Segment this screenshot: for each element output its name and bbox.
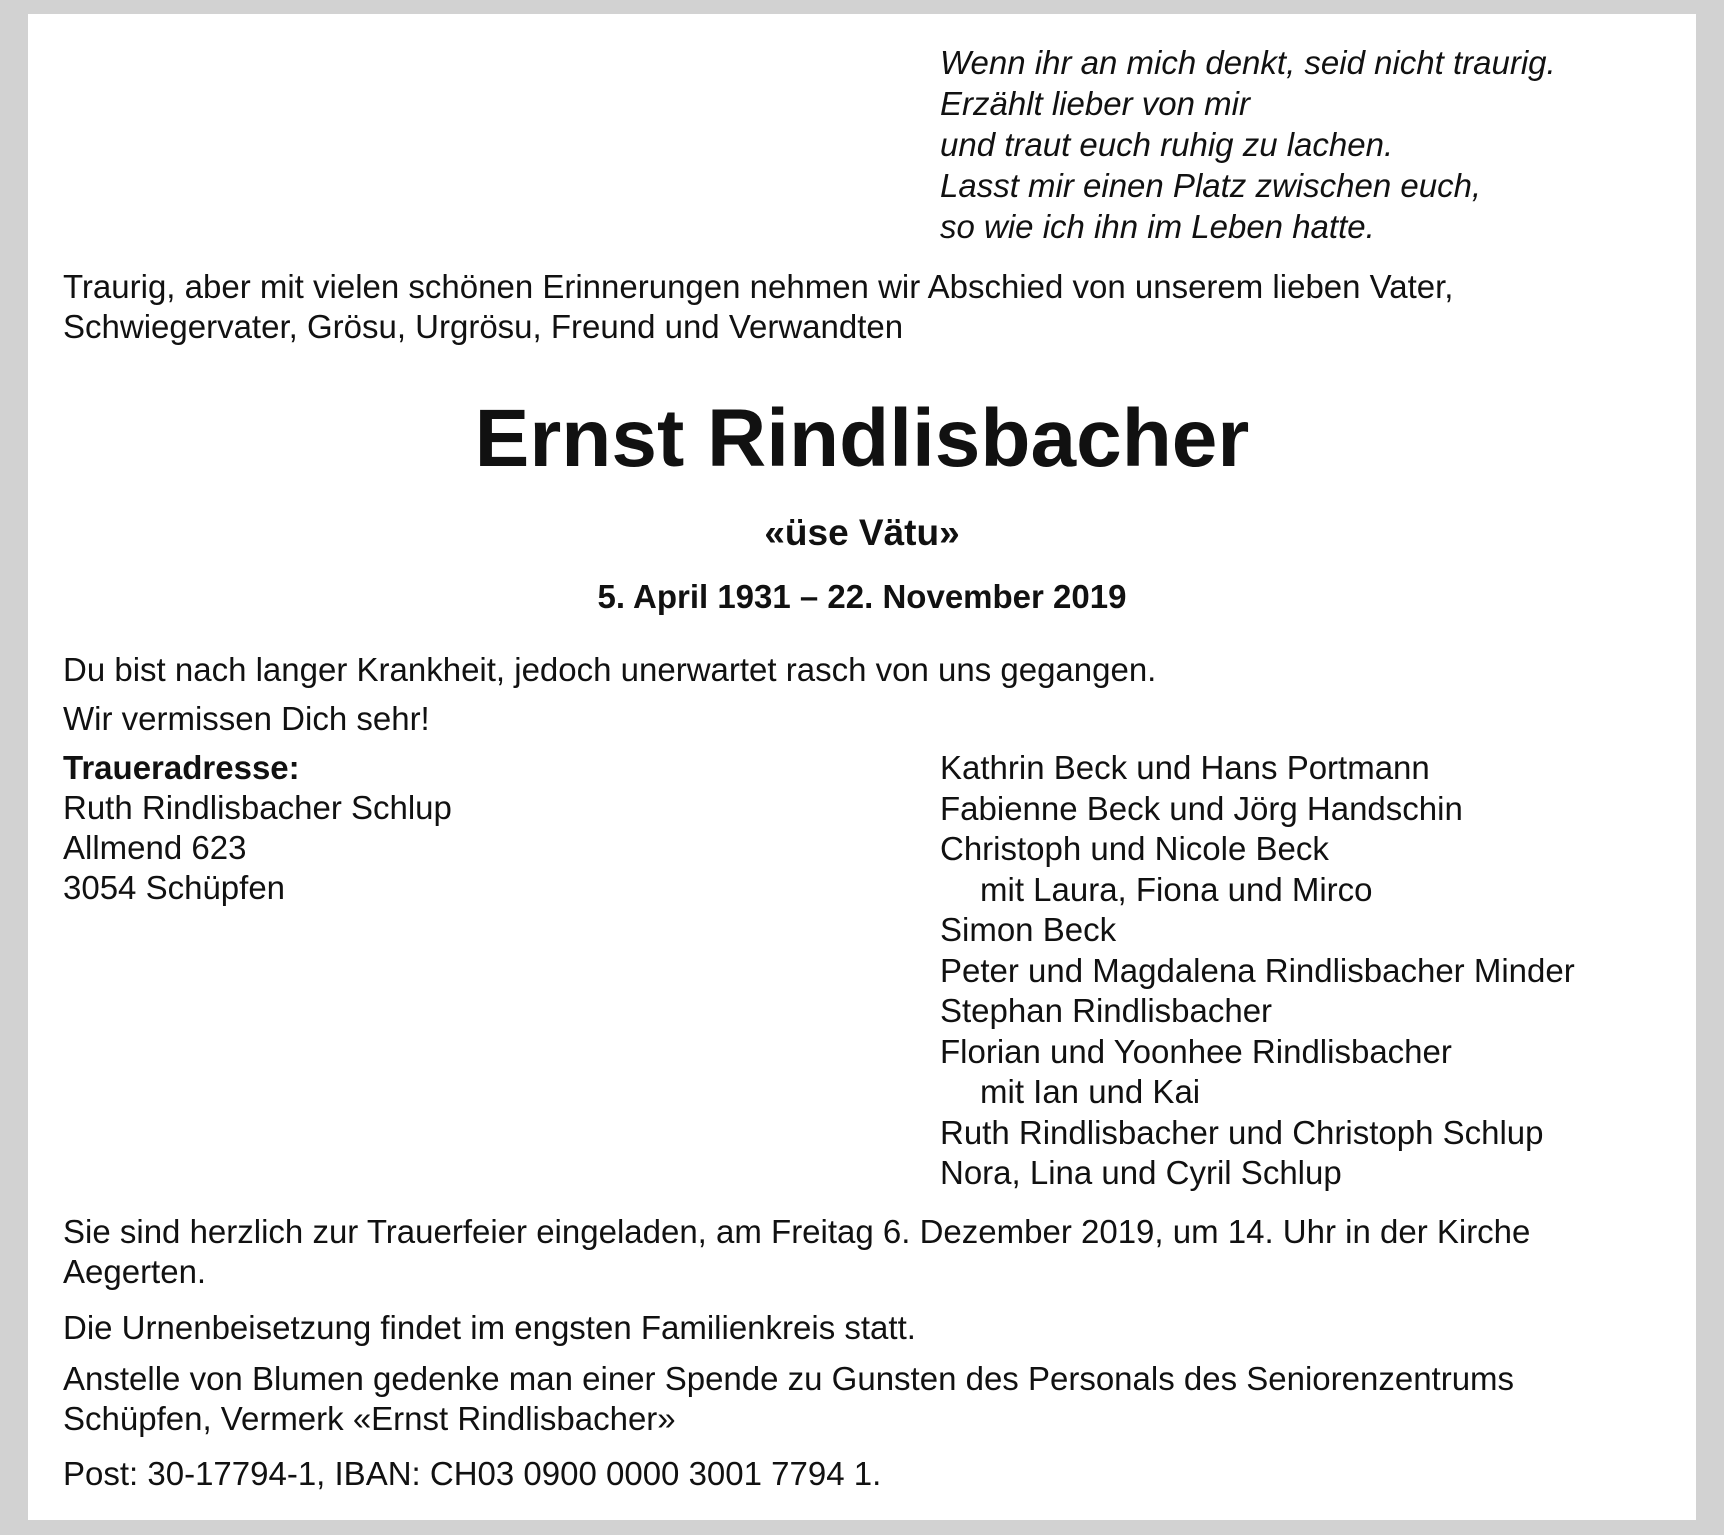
family-entry: mit Laura, Fiona und Mirco	[980, 870, 1373, 908]
mourning-address	[63, 748, 452, 908]
family-entry: Stephan Rindlisbacher	[940, 992, 1273, 1029]
poem-line: Wenn ihr an mich denkt, seid nicht traurig.	[940, 44, 1556, 81]
family-entry: Simon Beck	[940, 911, 1117, 948]
family-entry: Christoph und Nicole Beck	[940, 830, 1329, 867]
family-entry: Kathrin Beck und Hans Portmann	[940, 749, 1430, 786]
address-line: Allmend 623	[63, 829, 247, 866]
family-list	[940, 748, 1575, 1194]
poem-line: so wie ich ihn im Leben hatte.	[940, 208, 1375, 245]
poem-line: Lasst mir einen Platz zwischen euch,	[940, 167, 1482, 204]
family-entry: Ruth Rindlisbacher und Christoph Schlup	[940, 1113, 1544, 1151]
donation-note: Anstelle von Blumen gedenke man einer Spende zu Gunsten des Personals des Seniorenzentrums Schüpfen, Vermerk «Ernst Rindlisbacher»	[63, 1360, 1515, 1437]
address-line: 3054 Schüpfen	[63, 869, 286, 906]
poem-line: Erzählt lieber von mir	[940, 85, 1250, 122]
memorial-poem	[940, 42, 1556, 247]
family-entry: Nora, Lina und Cyril Schlup	[940, 1154, 1342, 1191]
family-entry: Fabienne Beck und Jörg Handschin	[940, 789, 1463, 827]
family-entry: Peter und Magdalena Rindlisbacher Minder	[940, 951, 1575, 989]
address-line: Ruth Rindlisbacher Schlup	[63, 789, 452, 826]
message-line: Wir vermissen Dich sehr!	[63, 700, 430, 737]
deceased-nickname: «üse Vätu»	[764, 512, 960, 553]
deceased-name: Ernst Rindlisbacher	[474, 393, 1250, 484]
address-label: Traueradresse:	[63, 749, 300, 786]
poem-line: und traut euch ruhig zu lachen.	[940, 126, 1394, 163]
family-entry: Florian und Yoonhee Rindlisbacher	[940, 1032, 1452, 1070]
bank-details: Post: 30-17794-1, IBAN: CH03 0900 0000 3001 7794 1.	[63, 1455, 882, 1492]
life-dates: 5. April 1931 – 22. November 2019	[597, 578, 1127, 615]
intro-text: Traurig, aber mit vielen schönen Erinnerungen nehmen wir Abschied von unserem lieben Vater, Schwiegervater, Grösu, Urgrösu, Freund und Verwandten	[63, 268, 1454, 345]
obituary-notice	[28, 14, 1696, 1520]
funeral-invitation: Sie sind herzlich zur Trauerfeier eingeladen, am Freitag 6. Dezember 2019, um 14. Uhr in der Kirche Aegerten.	[63, 1213, 1531, 1290]
family-entry: mit Ian und Kai	[980, 1073, 1201, 1110]
urn-burial-note: Die Urnenbeisetzung findet im engsten Familienkreis statt.	[63, 1309, 916, 1346]
message-line: Du bist nach langer Krankheit, jedoch unerwartet rasch von uns gegangen.	[63, 651, 1157, 688]
